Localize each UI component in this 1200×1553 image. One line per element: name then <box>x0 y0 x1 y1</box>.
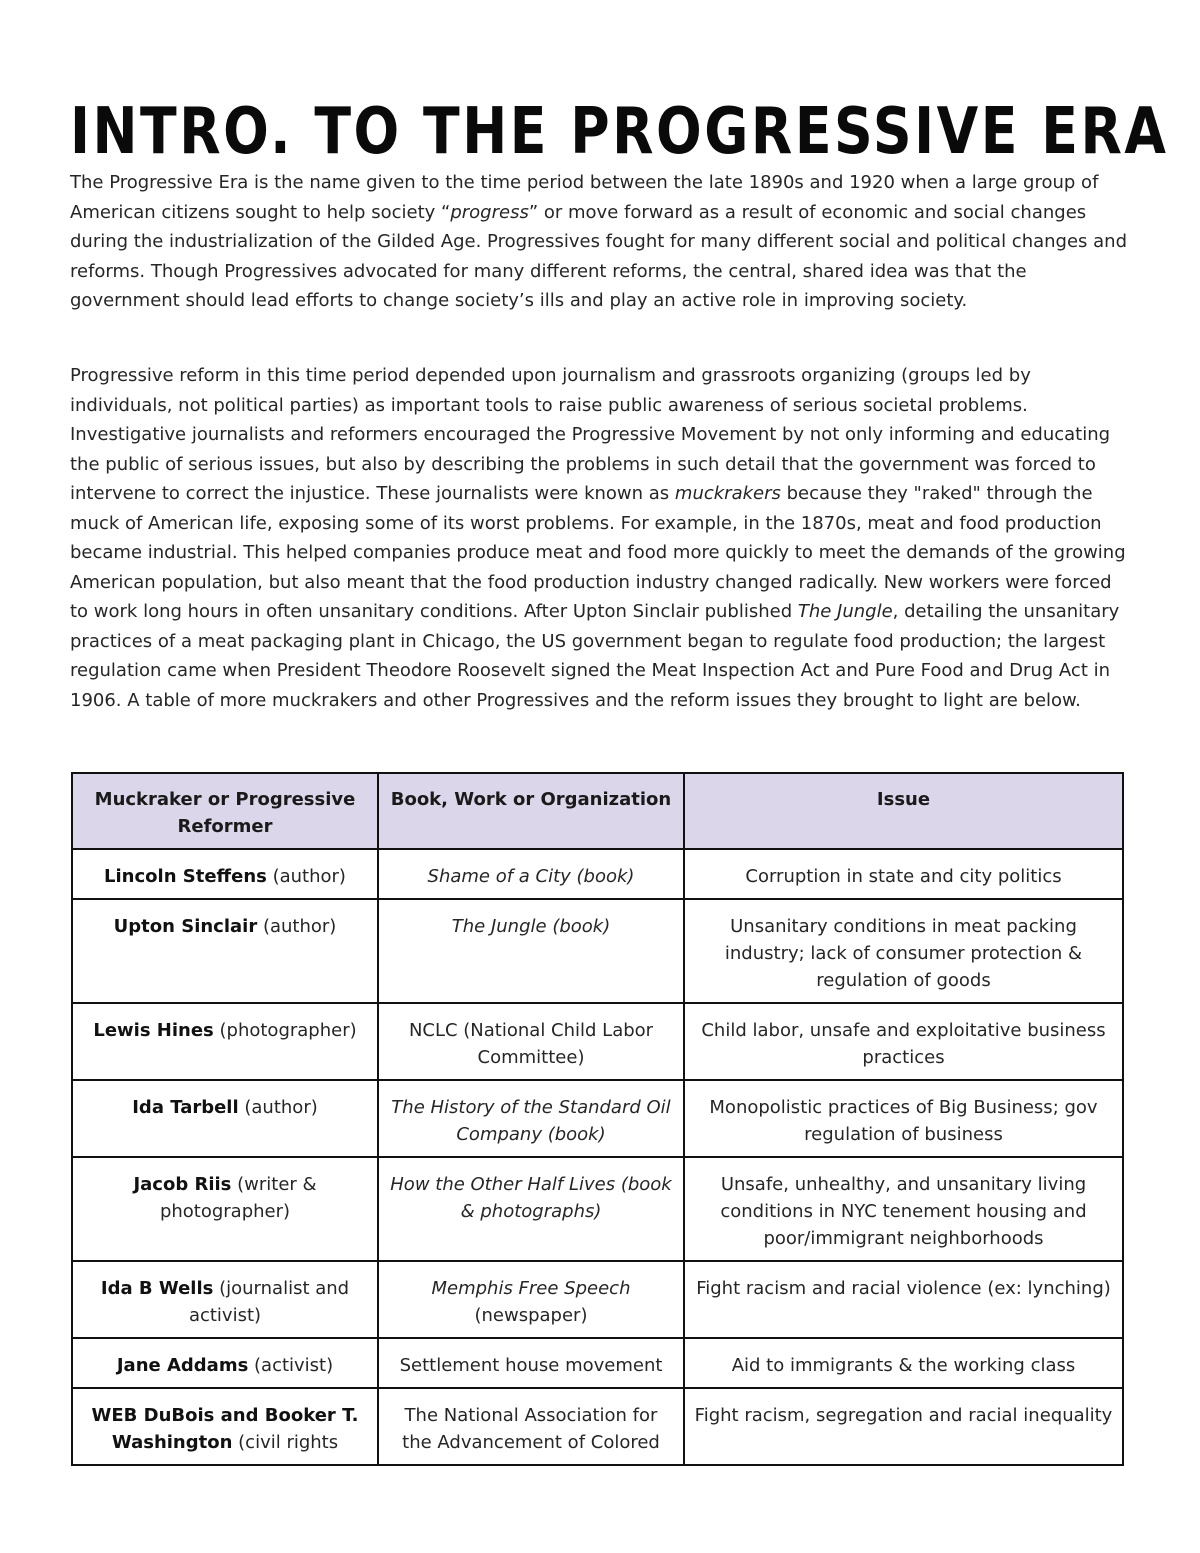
header-work: Book, Work or Organization <box>378 773 684 849</box>
header-reformer: Muckraker or Progressive Reformer <box>72 773 378 849</box>
issue-cell: Corruption in state and city politics <box>684 849 1123 899</box>
table-header-row <box>72 773 1123 849</box>
reformer-name: Lincoln Steffens <box>104 866 267 887</box>
work-cell: Settlement house movement <box>378 1338 684 1388</box>
reformer-cell <box>72 849 378 899</box>
header-issue: Issue <box>684 773 1123 849</box>
work-cell: NCLC (National Child Labor Committee) <box>378 1003 684 1080</box>
reformer-name: Jane Addams <box>116 1355 249 1376</box>
para2-text-c: , detailing the unsanitary practices of a meat packaging plant in Chicago, the US government began to regulate food production; the largest regulation came when President Theodore Roosevelt signed the Meat Inspection Act and Pure Food and Drug Act in 1906. A table of more muckrakers and other Progressives and the reform issues they brought to light are below. <box>70 601 1120 711</box>
reformer-role: (author) <box>266 866 346 887</box>
reformer-role: (author) <box>257 916 337 937</box>
reformer-role: (writer & photographer) <box>159 1174 317 1222</box>
reformer-name: Upton Sinclair <box>113 916 258 937</box>
issue-cell: Fight racism and racial violence (ex: lynching) <box>684 1261 1123 1338</box>
reformer-cell <box>72 1003 378 1080</box>
reformer-role: (civil rights <box>232 1432 339 1453</box>
reformer-cell <box>72 1157 378 1261</box>
work-cell <box>378 1261 684 1338</box>
work-type: (newspaper) <box>474 1305 588 1326</box>
table-row <box>72 899 1123 1003</box>
para1-emphasis-progress: progress <box>450 201 529 223</box>
table-row <box>72 1261 1123 1338</box>
reformer-role: (photographer) <box>213 1020 357 1041</box>
reformer-name: Lewis Hines <box>93 1020 214 1041</box>
reformer-cell-clip <box>81 1402 369 1456</box>
para1-text-b: ” or move forward as a result of economic and social changes during the industrialization of the Gilded Age. Progressives fought for many different social and political changes and reforms. Though Progressives advocated for many different reforms, the central, shared idea was that the government should lead efforts to change society’s ills and play an active role in improving society. <box>70 201 1128 311</box>
para1-text-a: The Progressive Era is the name given to the time period between the late 1890s and 1920 when a large group of American citizens sought to help society “ <box>70 172 1099 223</box>
page-title: INTRO. TO THE PROGRESSIVE ERA <box>70 95 1169 169</box>
para2-text-a: Progressive reform in this time period depended upon journalism and grassroots organizing (groups led by individuals, not political parties) as important tools to raise public awareness of serious societal problems. Investigative journalists and reformers encouraged the Progressive Movement by not only informing and educating the public of serious issues, but also by describing the problems in such detail that the government was forced to intervene to correct the injustice. These journalists were known as <box>70 365 1111 504</box>
reformer-role: (author) <box>238 1097 318 1118</box>
issue-cell: Unsafe, unhealthy, and unsanitary living conditions in NYC tenement housing and poor/immigrant neighborhoods <box>684 1157 1123 1261</box>
reformer-cell <box>72 1080 378 1157</box>
table-row <box>72 1157 1123 1261</box>
issue-cell: Aid to immigrants & the working class <box>684 1338 1123 1388</box>
issue-cell: Unsanitary conditions in meat packing industry; lack of consumer protection & regulation of goods <box>684 899 1123 1003</box>
reformer-cell <box>72 1261 378 1338</box>
intro-paragraph-2 <box>70 361 1132 715</box>
reformer-role: (activist) <box>248 1355 334 1376</box>
intro-paragraph-1 <box>70 168 1132 316</box>
table-row <box>72 1080 1123 1157</box>
para2-text-b: because they "raked" through the muck of American life, exposing some of its worst problems. For example, in the 1870s, meat and food production became industrial. This helped companies produce meat and food more quickly to meet the demands of the growing American population, but also meant that the food production industry changed radically. New workers were forced to work long hours in often unsanitary conditions. After Upton Sinclair published <box>70 483 1126 622</box>
reformer-role: (journalist and activist) <box>188 1278 350 1326</box>
issue-cell: Child labor, unsafe and exploitative business practices <box>684 1003 1123 1080</box>
work-title: Memphis Free Speech <box>431 1278 631 1299</box>
work-cell <box>378 1388 684 1465</box>
reformer-cell <box>72 1388 378 1465</box>
table-row <box>72 1003 1123 1080</box>
reformer-cell <box>72 1338 378 1388</box>
work-cell: The Jungle (book) <box>378 899 684 1003</box>
reformer-name: Jacob Riis <box>133 1174 232 1195</box>
work-cell: How the Other Half Lives (book & photographs) <box>378 1157 684 1261</box>
work-cell: The History of the Standard Oil Company (book) <box>378 1080 684 1157</box>
reformer-name: Ida Tarbell <box>132 1097 239 1118</box>
work-cell: Shame of a City (book) <box>378 849 684 899</box>
issue-cell: Monopolistic practices of Big Business; gov regulation of business <box>684 1080 1123 1157</box>
work-cell-clip: The National Association for the Advancement of Colored <box>402 1405 660 1453</box>
reformers-table <box>71 772 1124 1466</box>
issue-cell: Fight racism, segregation and racial inequality <box>684 1388 1123 1465</box>
table-row <box>72 1338 1123 1388</box>
para2-emphasis-the-jungle: The Jungle <box>797 601 893 622</box>
reformer-cell <box>72 899 378 1003</box>
reformer-name: Ida B Wells <box>100 1278 214 1299</box>
table-row <box>72 1388 1123 1465</box>
para2-emphasis-muckrakers: muckrakers <box>674 483 781 504</box>
reformer-name: WEB DuBois and Booker T. Washington <box>91 1405 359 1453</box>
table-row <box>72 849 1123 899</box>
